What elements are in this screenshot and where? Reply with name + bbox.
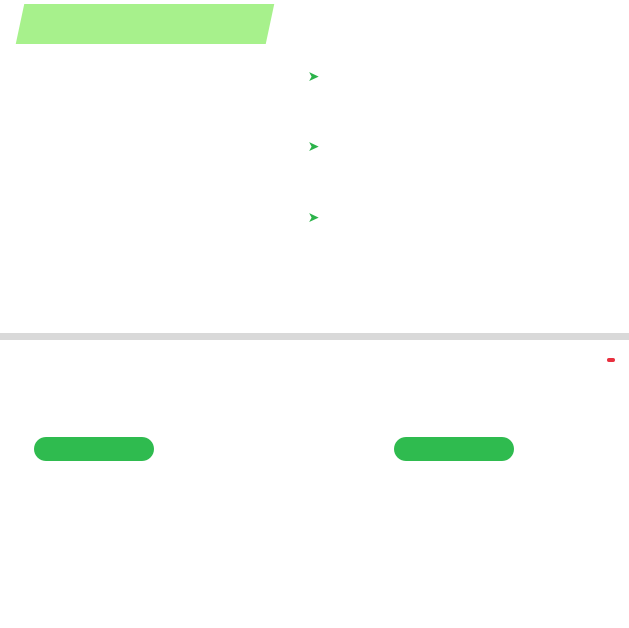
section-heading (0, 64, 629, 86)
negative-cases-column (36, 468, 38, 524)
title-highlight (16, 4, 275, 44)
negative-subhead (36, 507, 38, 520)
xiaohongshu-logo-icon (607, 358, 615, 362)
arrow-right-icon: ➤ (307, 139, 320, 155)
section-heading (0, 134, 629, 156)
section-heading (0, 205, 629, 227)
slide-2 (0, 340, 629, 628)
section-rebuttal (0, 205, 629, 230)
arrow-right-icon: ➤ (307, 69, 320, 85)
section-time-cost (0, 134, 629, 159)
negative-cases-label (34, 437, 154, 461)
section-questions (0, 64, 629, 89)
brand-logo (607, 358, 619, 362)
arrow-right-icon: ➤ (307, 210, 320, 226)
negative-subhead (36, 482, 38, 495)
positive-cases-label (394, 437, 514, 461)
